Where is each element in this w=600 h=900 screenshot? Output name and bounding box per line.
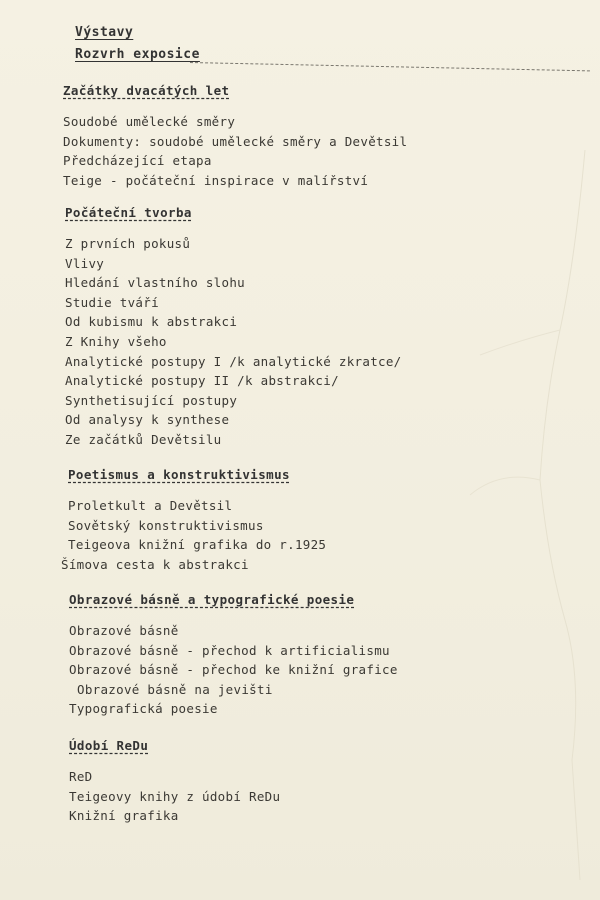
list-item: Knižní grafika [69,808,179,824]
section-zacatky [63,83,407,190]
list-item: Obrazové básně na jevišti [77,681,273,697]
list-item: Z prvních pokusů [65,236,191,251]
dashed-rule [190,62,590,71]
list-item: Typografická poesie [69,701,218,717]
list-item: Teigeova knižní grafika do r.1925 [68,537,327,553]
list-item: Sovětský konstruktivismus [68,517,264,533]
document-subtitle: Rozvrh exposice [75,47,200,62]
list-item: Synthetisující postupy [65,392,238,408]
list-item: Předcházející etapa [63,153,212,169]
list-item: Obrazové básně [69,623,179,638]
list-item: Teigeovy knihy z údobí ReDu [69,788,281,804]
list-item: Analytické postupy II /k abstrakci/ [65,373,339,389]
list-item: Teige - počáteční inspirace v malířství [63,172,369,188]
list-item: Studie tváří [65,294,159,310]
section-redu [69,738,280,826]
list-item: ReD [69,769,93,784]
section-title: Údobí ReDu [69,738,149,753]
section-title: Poetismus a konstruktivismus [68,467,290,482]
list-item: Obrazové básně - přechod k artificialismu [69,642,390,658]
list-item: Z Knihy všeho [65,333,167,349]
section-obrazove [69,592,398,719]
list-item: Vlivy [65,255,105,271]
section-title: Obrazové básně a typografické poesie [69,592,355,607]
list-item: Obrazové básně - přechod ke knižní grafice [69,662,398,678]
list-item: Ze začátků Devětsilu [65,431,222,447]
list-item: Od kubismu k abstrakci [65,314,238,330]
document-title: Výstavy [75,25,134,40]
list-item: Analytické postupy I /k analytické zkratce/ [65,353,402,369]
list-item: Proletkult a Devětsil [68,498,233,513]
section-title: Začátky dvacátých let [63,83,230,98]
list-item: Šímova cesta k abstrakci [61,556,249,572]
section-title: Počáteční tvorba [65,205,192,220]
list-item: Od analysy k synthese [65,412,230,428]
document-header [75,22,200,66]
list-item: Soudobé umělecké směry [63,114,236,129]
list-item: Hledání vlastního slohu [65,275,245,291]
list-item: Dokumenty: soudobé umělecké směry a Devětsil [63,133,408,149]
section-pocatecni [65,205,402,450]
section-poetismus [61,467,327,574]
